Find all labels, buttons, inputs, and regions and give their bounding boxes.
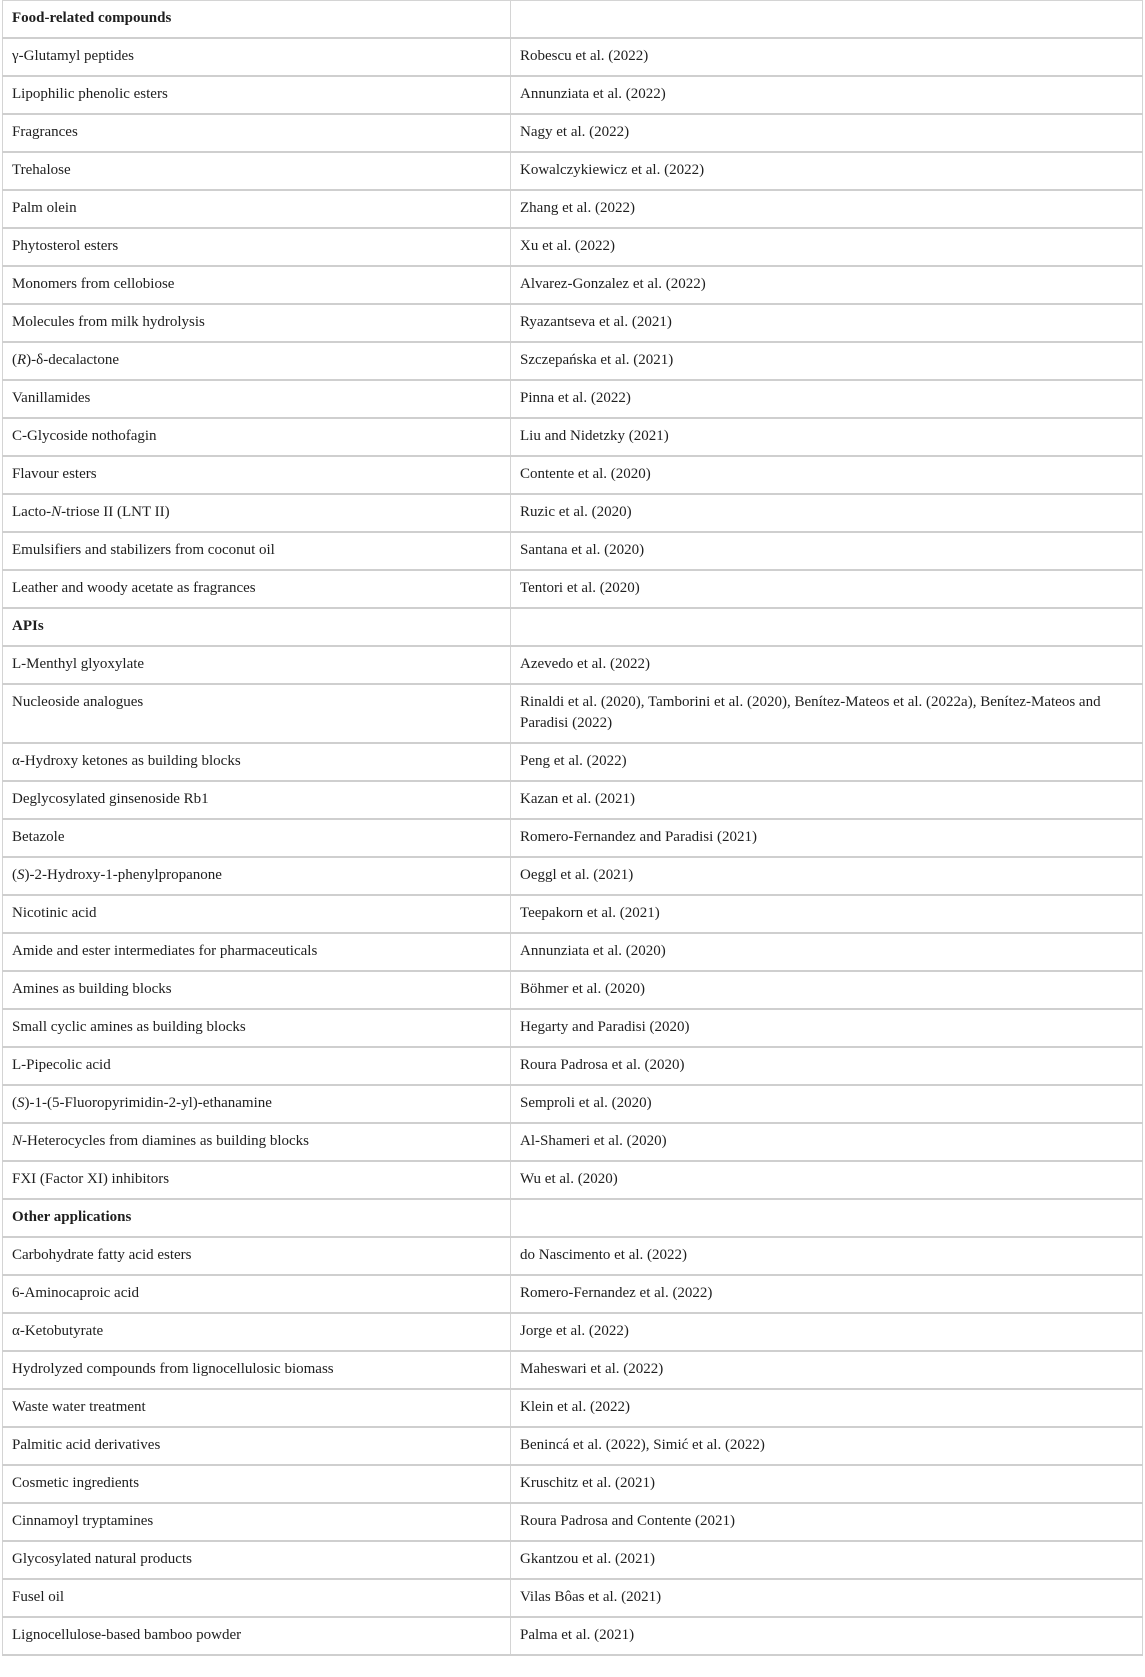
compound-cell: Small cyclic amines as building blocks bbox=[3, 1009, 511, 1047]
reference-cell: Vilas Bôas et al. (2021) bbox=[511, 1579, 1143, 1617]
reference-cell: Pinna et al. (2022) bbox=[511, 380, 1143, 418]
compound-cell: Amines as building blocks bbox=[3, 971, 511, 1009]
table-row bbox=[3, 38, 1143, 76]
compound-cell: Betazole bbox=[3, 819, 511, 857]
section-title-empty-cell bbox=[511, 1, 1143, 39]
section-title: APIs bbox=[3, 608, 511, 646]
compound-cell: Hydrolyzed compounds from lignocellulosic biomass bbox=[3, 1351, 511, 1389]
table-row bbox=[3, 304, 1143, 342]
section-header-row bbox=[3, 1, 1143, 39]
reference-cell: Nagy et al. (2022) bbox=[511, 114, 1143, 152]
compound-cell: Fusel oil bbox=[3, 1579, 511, 1617]
compound-cell: N-Heterocycles from diamines as building blocks bbox=[3, 1123, 511, 1161]
compound-cell: 6-Aminocaproic acid bbox=[3, 1275, 511, 1313]
compound-cell: (R)-δ-decalactone bbox=[3, 342, 511, 380]
compound-cell: Glycosylated natural products bbox=[3, 1541, 511, 1579]
reference-cell: Annunziata et al. (2020) bbox=[511, 933, 1143, 971]
reference-cell: Klein et al. (2022) bbox=[511, 1389, 1143, 1427]
table-row bbox=[3, 266, 1143, 304]
compound-cell: Palmitic acid derivatives bbox=[3, 1427, 511, 1465]
compound-cell: Lacto-N-triose II (LNT II) bbox=[3, 494, 511, 532]
table-row bbox=[3, 1427, 1143, 1465]
table-row bbox=[3, 1161, 1143, 1199]
reference-cell: Kowalczykiewicz et al. (2022) bbox=[511, 152, 1143, 190]
table-row bbox=[3, 971, 1143, 1009]
reference-cell: Ryazantseva et al. (2021) bbox=[511, 304, 1143, 342]
reference-cell: Robescu et al. (2022) bbox=[511, 38, 1143, 76]
table-row bbox=[3, 1085, 1143, 1123]
reference-cell: Liu and Nidetzky (2021) bbox=[511, 418, 1143, 456]
section-title: Other applications bbox=[3, 1199, 511, 1237]
compound-cell: Cosmetic ingredients bbox=[3, 1465, 511, 1503]
reference-cell: Kazan et al. (2021) bbox=[511, 781, 1143, 819]
reference-cell: Roura Padrosa and Contente (2021) bbox=[511, 1503, 1143, 1541]
compound-cell: α-Hydroxy ketones as building blocks bbox=[3, 743, 511, 781]
table-row bbox=[3, 570, 1143, 608]
reference-cell: Teepakorn et al. (2021) bbox=[511, 895, 1143, 933]
reference-cell: Jorge et al. (2022) bbox=[511, 1313, 1143, 1351]
table-row bbox=[3, 114, 1143, 152]
compound-cell: α-Ketobutyrate bbox=[3, 1313, 511, 1351]
reference-cell: Palma et al. (2021) bbox=[511, 1617, 1143, 1655]
reference-cell: Böhmer et al. (2020) bbox=[511, 971, 1143, 1009]
table-row bbox=[3, 857, 1143, 895]
table-row bbox=[3, 933, 1143, 971]
section-header-row bbox=[3, 1199, 1143, 1237]
reference-cell: Tentori et al. (2020) bbox=[511, 570, 1143, 608]
section-title-empty-cell bbox=[511, 1199, 1143, 1237]
reference-cell: Rinaldi et al. (2020), Tamborini et al. (2020), Benítez-Mateos et al. (2022a), Benítez-Mateos and Paradisi (2022) bbox=[511, 684, 1143, 743]
compound-cell: Waste water treatment bbox=[3, 1389, 511, 1427]
table-row bbox=[3, 1351, 1143, 1389]
compound-cell: Carbohydrate fatty acid esters bbox=[3, 1237, 511, 1275]
table-row bbox=[3, 1047, 1143, 1085]
compound-cell: FXI (Factor XI) inhibitors bbox=[3, 1161, 511, 1199]
table-row bbox=[3, 684, 1143, 743]
reference-cell: Ruzic et al. (2020) bbox=[511, 494, 1143, 532]
table-row bbox=[3, 1009, 1143, 1047]
table-row bbox=[3, 1275, 1143, 1313]
reference-cell: Benincá et al. (2022), Simić et al. (2022) bbox=[511, 1427, 1143, 1465]
reference-cell: Maheswari et al. (2022) bbox=[511, 1351, 1143, 1389]
applications-table bbox=[2, 0, 1143, 1656]
compound-cell: C-Glycoside nothofagin bbox=[3, 418, 511, 456]
compound-cell: γ-Glutamyl peptides bbox=[3, 38, 511, 76]
reference-cell: Kruschitz et al. (2021) bbox=[511, 1465, 1143, 1503]
section-header-row bbox=[3, 608, 1143, 646]
reference-cell: Annunziata et al. (2022) bbox=[511, 76, 1143, 114]
compound-cell: L-Menthyl glyoxylate bbox=[3, 646, 511, 684]
table-row bbox=[3, 380, 1143, 418]
reference-cell: Gkantzou et al. (2021) bbox=[511, 1541, 1143, 1579]
reference-cell: Oeggl et al. (2021) bbox=[511, 857, 1143, 895]
compound-cell: Emulsifiers and stabilizers from coconut oil bbox=[3, 532, 511, 570]
table-row bbox=[3, 418, 1143, 456]
reference-cell: Al-Shameri et al. (2020) bbox=[511, 1123, 1143, 1161]
compound-cell: Monomers from cellobiose bbox=[3, 266, 511, 304]
table-row bbox=[3, 781, 1143, 819]
compound-cell: Flavour esters bbox=[3, 456, 511, 494]
compound-cell: Cinnamoyl tryptamines bbox=[3, 1503, 511, 1541]
table-row bbox=[3, 1389, 1143, 1427]
table-row bbox=[3, 1123, 1143, 1161]
compound-cell: Trehalose bbox=[3, 152, 511, 190]
table-row bbox=[3, 152, 1143, 190]
reference-cell: Romero-Fernandez et al. (2022) bbox=[511, 1275, 1143, 1313]
compound-cell: Deglycosylated ginsenoside Rb1 bbox=[3, 781, 511, 819]
table-row bbox=[3, 1313, 1143, 1351]
table-row bbox=[3, 1237, 1143, 1275]
table-row bbox=[3, 1503, 1143, 1541]
table-row bbox=[3, 646, 1143, 684]
compound-cell: (S)-1-(5-Fluoropyrimidin-2-yl)-ethanamine bbox=[3, 1085, 511, 1123]
compound-cell: L-Pipecolic acid bbox=[3, 1047, 511, 1085]
reference-cell: Azevedo et al. (2022) bbox=[511, 646, 1143, 684]
reference-cell: Alvarez-Gonzalez et al. (2022) bbox=[511, 266, 1143, 304]
reference-cell: Santana et al. (2020) bbox=[511, 532, 1143, 570]
table-row bbox=[3, 456, 1143, 494]
table-row bbox=[3, 190, 1143, 228]
section-title: Food-related compounds bbox=[3, 1, 511, 39]
reference-cell: Wu et al. (2020) bbox=[511, 1161, 1143, 1199]
compound-cell: Phytosterol esters bbox=[3, 228, 511, 266]
compound-cell: Nicotinic acid bbox=[3, 895, 511, 933]
table-row bbox=[3, 1541, 1143, 1579]
reference-cell: Szczepańska et al. (2021) bbox=[511, 342, 1143, 380]
compound-cell: Molecules from milk hydrolysis bbox=[3, 304, 511, 342]
table-row bbox=[3, 532, 1143, 570]
table-row bbox=[3, 1465, 1143, 1503]
table-body bbox=[3, 1, 1143, 1656]
reference-cell: Peng et al. (2022) bbox=[511, 743, 1143, 781]
compound-cell: Fragrances bbox=[3, 114, 511, 152]
compound-cell: Lipophilic phenolic esters bbox=[3, 76, 511, 114]
section-title-empty-cell bbox=[511, 608, 1143, 646]
reference-cell: Semproli et al. (2020) bbox=[511, 1085, 1143, 1123]
table-row bbox=[3, 76, 1143, 114]
compound-cell: Leather and woody acetate as fragrances bbox=[3, 570, 511, 608]
compound-cell: Lignocellulose-based bamboo powder bbox=[3, 1617, 511, 1655]
compound-cell: Amide and ester intermediates for pharmaceuticals bbox=[3, 933, 511, 971]
compound-cell: (S)-2-Hydroxy-1-phenylpropanone bbox=[3, 857, 511, 895]
reference-cell: Xu et al. (2022) bbox=[511, 228, 1143, 266]
table-row bbox=[3, 342, 1143, 380]
compound-cell: Nucleoside analogues bbox=[3, 684, 511, 743]
table-row bbox=[3, 1579, 1143, 1617]
reference-cell: Roura Padrosa et al. (2020) bbox=[511, 1047, 1143, 1085]
reference-cell: Zhang et al. (2022) bbox=[511, 190, 1143, 228]
reference-cell: Contente et al. (2020) bbox=[511, 456, 1143, 494]
table-row bbox=[3, 1617, 1143, 1655]
table-row bbox=[3, 895, 1143, 933]
reference-cell: do Nascimento et al. (2022) bbox=[511, 1237, 1143, 1275]
reference-cell: Hegarty and Paradisi (2020) bbox=[511, 1009, 1143, 1047]
table-row bbox=[3, 743, 1143, 781]
table-row bbox=[3, 228, 1143, 266]
compound-cell: Palm olein bbox=[3, 190, 511, 228]
reference-cell: Romero-Fernandez and Paradisi (2021) bbox=[511, 819, 1143, 857]
table-row bbox=[3, 819, 1143, 857]
compound-cell: Vanillamides bbox=[3, 380, 511, 418]
table-row bbox=[3, 494, 1143, 532]
